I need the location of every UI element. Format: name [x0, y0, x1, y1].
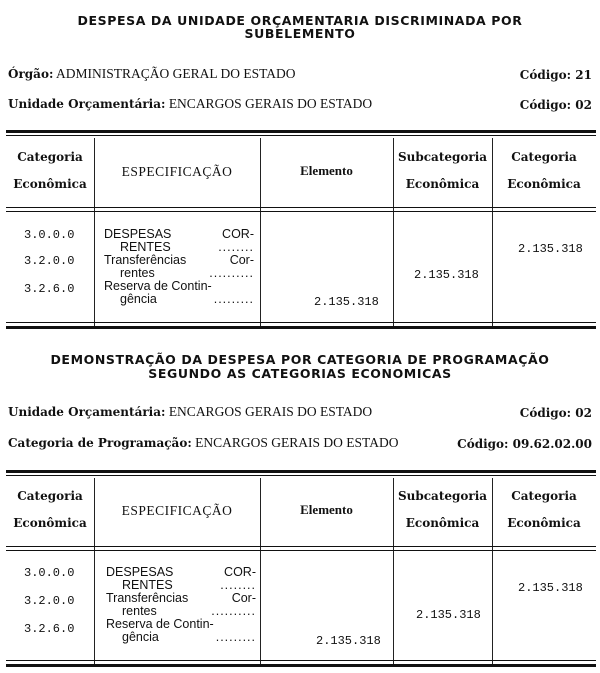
t2-hdr-cat2-2: Econômica: [507, 516, 581, 530]
t2-hdr-cat-2: Econômica: [13, 516, 87, 530]
categoria-code: Código: 09.62.02.00: [457, 437, 592, 451]
t2-cat-value: 2.135.318: [518, 581, 583, 595]
t1-hdr-cat2-2: Econômica: [507, 177, 581, 191]
unidade-line-2: [8, 404, 372, 420]
t2-hdr-cat2-1: Categoria: [511, 489, 577, 503]
t1-hdr-elemento: Elemento: [300, 163, 353, 178]
section1-title-line2: SUBELEMENTO: [244, 26, 356, 41]
section2-title-line2: SEGUNDO AS CATEGORIAS ECONOMICAS: [148, 366, 452, 381]
table1-header-rule: [6, 207, 596, 208]
t1-hdr-subcat-1: Subcategoria: [397, 150, 488, 164]
categoria-value: ENCARGOS GERAIS DO ESTADO: [195, 435, 399, 450]
t1-subcat-value: 2.135.318: [414, 268, 479, 282]
unidade-code-2: Código: 02: [519, 406, 592, 420]
t2-hdr-subcat-2: Econômica: [405, 516, 480, 530]
table1-header-rule-2: [6, 211, 596, 212]
t1-hdr-cat-2: Econômica: [13, 177, 87, 191]
unidade-line-1: [8, 96, 372, 112]
t2-hdr-subcat-1: Subcategoria: [397, 489, 488, 503]
t2-hdr-cat-1: Categoria: [17, 489, 83, 503]
t1-hdr-cat-1: Categoria: [17, 150, 83, 164]
t2-code-1: 3.0.0.0: [24, 566, 75, 580]
t1-cat-value: 2.135.318: [518, 242, 583, 256]
t2-code-2: 3.2.0.0: [24, 594, 75, 608]
orgao-line: [8, 66, 296, 82]
t1-hdr-cat2-1: Categoria: [511, 150, 577, 164]
t2-hdr-spec: ESPECIFICAÇÃO: [121, 503, 233, 518]
table2-bottom-rule-inner: [6, 660, 596, 661]
table2-top-rule: [6, 470, 596, 473]
table1-bottom-rule-inner: [6, 322, 596, 323]
t2-subcat-value: 2.135.318: [416, 608, 481, 622]
unidade-label-2: Unidade Orçamentária:: [8, 405, 166, 419]
table1-bottom-rule: [6, 326, 596, 329]
unidade-code-1: Código: 02: [519, 98, 592, 112]
orgao-code: Código: 21: [519, 68, 592, 82]
t2-elemento-value: 2.135.318: [316, 634, 381, 648]
t1-hdr-subcat-2: Econômica: [405, 177, 480, 191]
t1-code-1: 3.0.0.0: [24, 228, 75, 242]
t2-hdr-elemento: Elemento: [300, 502, 353, 517]
table2-top-rule-inner: [6, 475, 596, 476]
categoria-line: [8, 435, 398, 451]
categoria-label: Categoria de Programação:: [8, 436, 192, 450]
t1-elemento-value: 2.135.318: [314, 295, 379, 309]
table1-top-rule-inner: [6, 135, 596, 136]
t2-spec-block: DESPESAS COR- RENTES ........ Transferências Cor- rentes .......... Reserva de Contin- gência .........: [106, 565, 256, 644]
section2-title-line1: DEMONSTRAÇÃO DA DESPESA POR CATEGORIA DE PROGRAMAÇÃO: [50, 352, 550, 367]
section1-title-line1: DESPESA DA UNIDADE ORÇAMENTARIA DISCRIMINADA POR: [77, 13, 523, 28]
table2-header-rule-2: [6, 550, 596, 551]
t1-spec-block: DESPESAS COR- RENTES ........ Transferências Cor- rentes .......... Reserva de Contin- gência .........: [104, 227, 254, 306]
t2-code-3: 3.2.6.0: [24, 622, 75, 636]
unidade-value-2: ENCARGOS GERAIS DO ESTADO: [168, 404, 373, 419]
unidade-label: Unidade Orçamentária:: [8, 97, 166, 111]
orgao-value: ADMINISTRAÇÃO GERAL DO ESTADO: [56, 66, 296, 81]
orgao-label: Órgão:: [8, 67, 54, 81]
table1-top-rule: [6, 130, 596, 133]
t1-hdr-spec: ESPECIFICAÇÃO: [121, 164, 233, 179]
table2-bottom-rule: [6, 664, 596, 667]
unidade-value: ENCARGOS GERAIS DO ESTADO: [168, 96, 373, 111]
t1-code-2: 3.2.0.0: [24, 254, 75, 268]
table2-header-rule: [6, 546, 596, 547]
t1-code-3: 3.2.6.0: [24, 282, 75, 296]
